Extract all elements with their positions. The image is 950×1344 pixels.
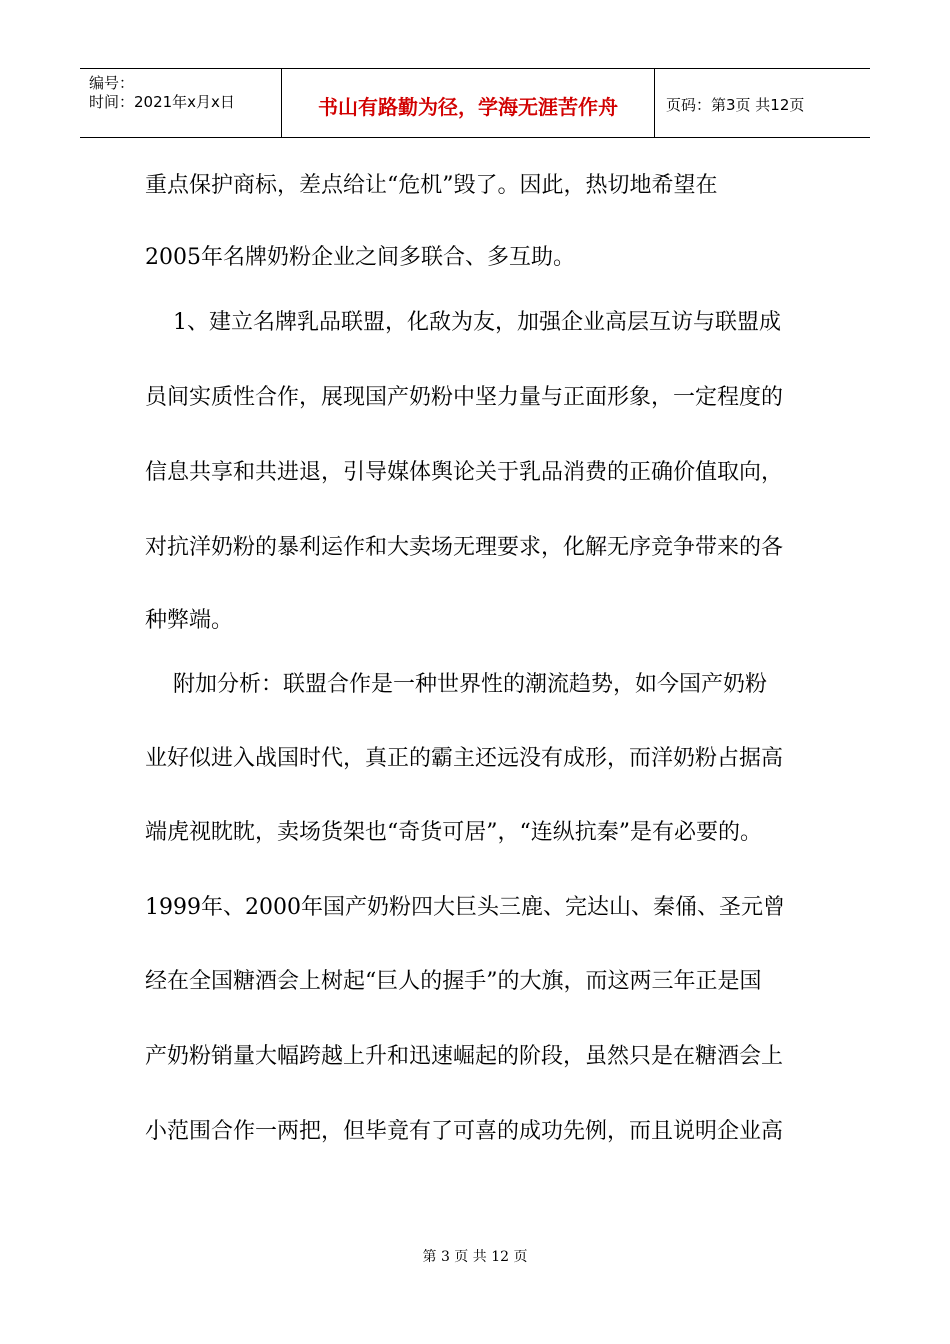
number-label: 编号： (89, 74, 135, 92)
body-line: 产奶粉销量大幅跨越上升和迅速崛起的阶段，虽然只是在糖酒会上 (145, 1044, 784, 1069)
body-line: 小范围合作一两把，但毕竟有了可喜的成功先例，而且说明企业高 (145, 1119, 784, 1144)
body-line: 业好似进入战国时代，真正的霸主还远没有成形，而洋奶粉占据高 (145, 746, 784, 771)
header-motto-cell (282, 69, 655, 137)
body-line: 经在全国糖酒会上树起“巨人的握手”的大旗，而这两三年正是国 (145, 969, 762, 994)
body-line: 重点保护商标，差点给让“危机”毁了。因此，热切地希望在 (145, 173, 718, 198)
body-line: 员间实质性合作，展现国产奶粉中坚力量与正面形象，一定程度的 (145, 385, 784, 410)
body-line: 端虎视眈眈，卖场货架也“奇货可居”，“连纵抗秦”是有必要的。 (145, 820, 762, 845)
body-line: 1999年、2000年国产奶粉四大巨头三鹿、完达山、秦俑、圣元曾 (145, 895, 785, 920)
page-info: 页码：第3页 共12页 (666, 96, 805, 114)
body-line: 附加分析：联盟合作是一种世界性的潮流趋势，如今国产奶粉 (145, 672, 767, 697)
body-line: 信息共享和共进退，引导媒体舆论关于乳品消费的正确价值取向， (145, 460, 784, 485)
body-line: 种弊端。 (145, 608, 234, 633)
header-page-cell (655, 69, 870, 137)
date-label: 时间：2021年x月x日 (89, 93, 235, 111)
header-info-cell (80, 69, 282, 137)
document-header (80, 68, 870, 138)
body-line: 1、建立名牌乳品联盟，化敌为友，加强企业高层互访与联盟成 (145, 310, 781, 335)
motto-text: 书山有路勤为径，学海无涯苦作舟 (318, 95, 618, 119)
body-line: 2005年名牌奶粉企业之间多联合、多互助。 (145, 245, 575, 270)
body-line: 对抗洋奶粉的暴利运作和大卖场无理要求，化解无序竞争带来的各 (145, 535, 784, 560)
page-footer: 第 3 页 共 12 页 (422, 1249, 528, 1265)
